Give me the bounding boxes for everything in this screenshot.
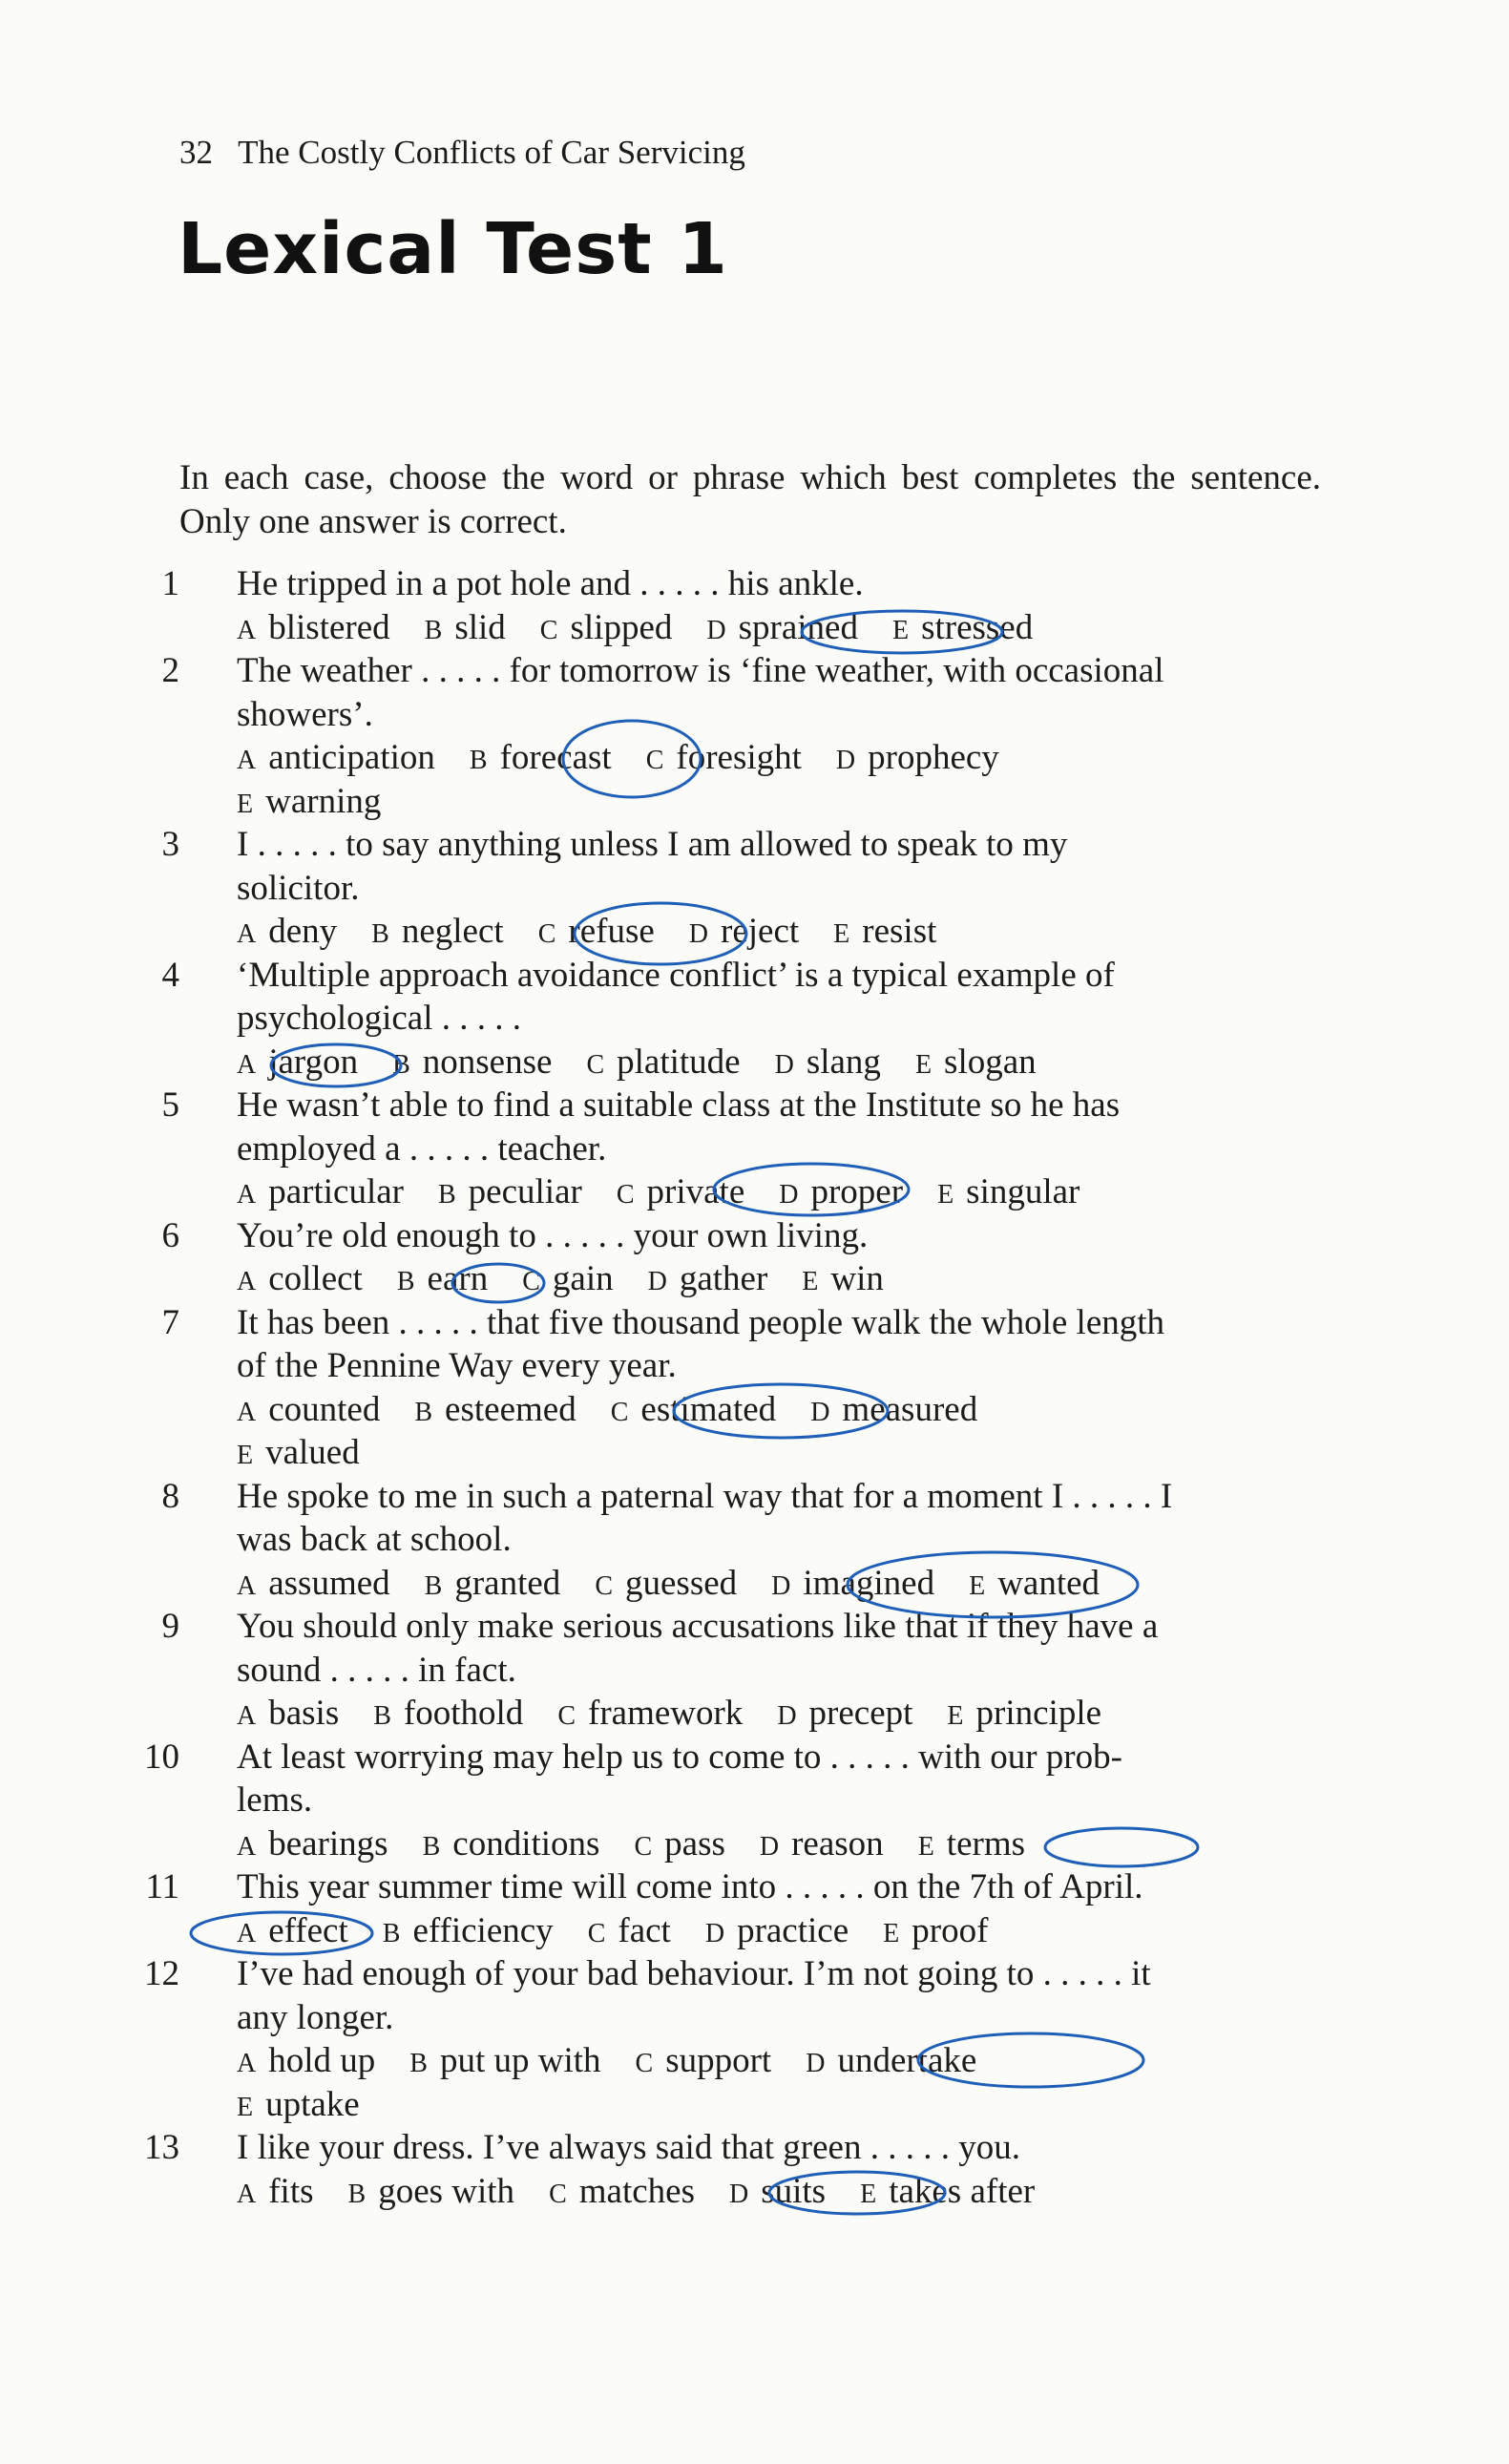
answer-option[interactable] bbox=[549, 2172, 695, 2211]
answer-option[interactable] bbox=[392, 1042, 552, 1082]
option-letter: E bbox=[937, 1180, 955, 1210]
option-word: deny bbox=[268, 912, 338, 951]
answer-option[interactable] bbox=[237, 1694, 339, 1733]
option-letter: C bbox=[610, 1397, 630, 1427]
option-letter: B bbox=[392, 1049, 411, 1080]
answer-option[interactable] bbox=[729, 2172, 826, 2211]
option-letter: A bbox=[237, 919, 258, 949]
option-word: win bbox=[830, 1259, 884, 1298]
answer-options bbox=[237, 1823, 1059, 1864]
option-letter: A bbox=[237, 2049, 258, 2078]
option-word: imagined bbox=[803, 1563, 935, 1603]
option-letter: E bbox=[891, 615, 911, 645]
option-letter: C bbox=[557, 1701, 576, 1731]
answer-option[interactable] bbox=[237, 608, 390, 647]
option-word: suits bbox=[761, 2171, 827, 2211]
option-word: hold up bbox=[268, 2041, 376, 2080]
answer-option[interactable] bbox=[777, 1694, 912, 1733]
option-word: prophecy bbox=[868, 738, 999, 777]
option-word: principle bbox=[975, 1694, 1102, 1733]
answer-option[interactable] bbox=[383, 1911, 554, 1950]
answer-options bbox=[237, 607, 1067, 648]
option-letter: E bbox=[947, 1701, 965, 1731]
question-number: 8 bbox=[161, 1476, 179, 1516]
option-letter: E bbox=[237, 789, 255, 819]
option-word: uptake bbox=[265, 2084, 360, 2124]
answer-options bbox=[237, 1910, 1022, 1951]
answer-option[interactable] bbox=[237, 782, 381, 821]
option-word: effect bbox=[268, 1910, 348, 1950]
answer-option[interactable] bbox=[237, 1259, 363, 1298]
option-letter: D bbox=[728, 2179, 750, 2209]
question-text: solicitor. bbox=[237, 868, 360, 908]
option-letter: D bbox=[774, 1049, 795, 1080]
option-word: matches bbox=[578, 2171, 695, 2211]
option-word: measured bbox=[842, 1389, 978, 1429]
option-word: fits bbox=[268, 2171, 314, 2211]
option-word: terms bbox=[946, 1823, 1025, 1864]
option-word: slipped bbox=[570, 607, 673, 647]
option-letter: A bbox=[237, 1701, 258, 1731]
page-title: Lexical Test 1 bbox=[178, 208, 728, 290]
option-word: undertake bbox=[837, 2041, 977, 2080]
question-number: 3 bbox=[161, 825, 179, 864]
option-word: slang bbox=[806, 1042, 881, 1082]
answer-option[interactable] bbox=[689, 912, 799, 951]
option-word: nonsense bbox=[422, 1042, 553, 1082]
answer-option[interactable] bbox=[779, 1172, 903, 1211]
option-letter: D bbox=[779, 1180, 800, 1210]
question-text: At least worrying may help us to come to . . . . . with our prob- bbox=[237, 1737, 1122, 1777]
option-word: platitude bbox=[617, 1042, 741, 1082]
option-letter: C bbox=[616, 1180, 636, 1210]
option-word: precept bbox=[808, 1694, 913, 1733]
answer-option[interactable] bbox=[371, 912, 504, 951]
answer-option[interactable] bbox=[646, 738, 802, 777]
question-number: 12 bbox=[144, 1954, 179, 1993]
question-number: 6 bbox=[161, 1215, 179, 1255]
option-letter: B bbox=[424, 615, 444, 645]
answer-option[interactable] bbox=[705, 1911, 849, 1950]
option-word: jargon bbox=[268, 1042, 359, 1082]
question-number: 7 bbox=[161, 1302, 179, 1342]
option-letter: E bbox=[802, 1267, 820, 1296]
question-text: ‘Multiple approach avoidance conflict’ is a typical example of bbox=[237, 955, 1115, 995]
option-letter: B bbox=[469, 746, 489, 775]
answer-option[interactable] bbox=[595, 1564, 737, 1603]
option-word: counted bbox=[268, 1389, 381, 1429]
question-text: I’ve had enough of your bad behaviour. I’m not going to . . . . . it bbox=[237, 1954, 1151, 1993]
option-word: refuse bbox=[568, 912, 655, 951]
answer-option[interactable] bbox=[588, 1911, 671, 1950]
option-word: warning bbox=[265, 781, 382, 821]
option-letter: B bbox=[382, 1918, 402, 1948]
option-letter: D bbox=[688, 919, 709, 949]
instructions: In each case, choose the word or phrase which best completes the sentence. Only one answer is correct. bbox=[179, 458, 1321, 541]
answer-options bbox=[237, 2171, 1069, 2212]
answer-option[interactable] bbox=[915, 1042, 1037, 1082]
option-word: earn bbox=[427, 1259, 489, 1298]
option-word: efficiency bbox=[412, 1910, 554, 1950]
option-letter: D bbox=[647, 1267, 668, 1296]
question-text: He tripped in a pot hole and . . . . . his ankle. bbox=[237, 564, 864, 603]
answer-option[interactable] bbox=[414, 1390, 576, 1429]
option-word: stressed bbox=[921, 607, 1034, 647]
question-number: 13 bbox=[144, 2128, 179, 2167]
option-word: conditions bbox=[452, 1823, 600, 1864]
option-word: neglect bbox=[401, 912, 504, 951]
answer-option[interactable] bbox=[634, 1824, 724, 1864]
answer-options bbox=[237, 1171, 1114, 1212]
answer-option[interactable] bbox=[438, 1172, 582, 1211]
answer-option[interactable] bbox=[237, 2172, 314, 2211]
answer-option[interactable] bbox=[918, 1824, 1025, 1864]
option-letter: C bbox=[635, 2049, 655, 2078]
option-word: slogan bbox=[944, 1042, 1037, 1082]
option-letter: B bbox=[371, 919, 390, 949]
answer-option[interactable] bbox=[237, 2085, 360, 2124]
option-letter: D bbox=[759, 1831, 781, 1862]
answer-option[interactable] bbox=[771, 1564, 934, 1603]
option-letter: C bbox=[586, 1049, 606, 1080]
option-letter: B bbox=[422, 1831, 442, 1862]
option-letter: A bbox=[237, 615, 258, 645]
answer-option[interactable] bbox=[760, 1824, 884, 1864]
answer-option[interactable] bbox=[397, 1259, 488, 1298]
answer-option[interactable] bbox=[409, 2041, 600, 2080]
option-letter: C bbox=[595, 1570, 614, 1601]
option-word: fact bbox=[618, 1910, 671, 1950]
answer-options bbox=[237, 737, 1034, 778]
question-text: any longer. bbox=[237, 1997, 394, 2037]
answer-option[interactable] bbox=[470, 738, 612, 777]
option-word: goes with bbox=[378, 2171, 515, 2211]
question-text: He spoke to me in such a paternal way that for a moment I . . . . . I bbox=[237, 1476, 1173, 1516]
option-word: private bbox=[646, 1172, 745, 1211]
option-letter: A bbox=[237, 1831, 258, 1862]
option-letter: E bbox=[237, 2092, 255, 2122]
answer-option[interactable] bbox=[883, 1911, 988, 1950]
answer-option[interactable] bbox=[540, 608, 673, 647]
option-word: proof bbox=[912, 1910, 989, 1950]
answer-option[interactable] bbox=[557, 1694, 743, 1733]
answer-option[interactable] bbox=[522, 1259, 613, 1298]
option-word: gain bbox=[552, 1259, 614, 1298]
question-text: I like your dress. I’ve always said that green . . . . . you. bbox=[237, 2128, 1020, 2167]
option-word: takes after bbox=[889, 2171, 1036, 2211]
option-word: basis bbox=[268, 1694, 340, 1733]
answer-option[interactable] bbox=[237, 1564, 390, 1603]
answer-option[interactable] bbox=[810, 1390, 977, 1429]
option-letter: A bbox=[237, 746, 258, 775]
running-title: The Costly Conflicts of Car Servicing bbox=[238, 134, 745, 171]
answer-option[interactable] bbox=[617, 1172, 744, 1211]
option-letter: C bbox=[537, 919, 557, 949]
question-text: This year summer time will come into . . . . . on the 7th of April. bbox=[237, 1867, 1143, 1906]
option-word: wanted bbox=[997, 1563, 1100, 1603]
question-number: 9 bbox=[161, 1607, 179, 1646]
option-letter: E bbox=[969, 1570, 987, 1601]
option-word: particular bbox=[268, 1172, 404, 1211]
option-letter: A bbox=[237, 1397, 258, 1427]
option-letter: C bbox=[645, 746, 665, 775]
answer-option[interactable] bbox=[892, 608, 1033, 647]
answer-option[interactable] bbox=[836, 738, 999, 777]
answer-option[interactable] bbox=[237, 1042, 358, 1082]
option-letter: E bbox=[237, 1441, 255, 1470]
option-letter: B bbox=[347, 2179, 367, 2209]
answer-options bbox=[237, 1389, 1012, 1430]
question-text: psychological . . . . . bbox=[237, 999, 522, 1038]
question-text: of the Pennine Way every year. bbox=[237, 1346, 677, 1385]
option-word: valued bbox=[265, 1433, 360, 1472]
answer-option[interactable] bbox=[348, 2172, 515, 2211]
question-text: employed a . . . . . teacher. bbox=[237, 1128, 607, 1169]
answer-options bbox=[237, 2084, 394, 2125]
option-word: support bbox=[665, 2041, 772, 2080]
answer-option[interactable] bbox=[937, 1172, 1079, 1211]
answer-option[interactable] bbox=[237, 1172, 404, 1211]
answer-option[interactable] bbox=[237, 1824, 388, 1864]
option-letter: A bbox=[237, 1180, 258, 1210]
answer-options bbox=[237, 1432, 394, 1473]
question-number: 4 bbox=[161, 955, 179, 995]
option-letter: B bbox=[409, 2049, 429, 2078]
option-word: singular bbox=[966, 1172, 1080, 1211]
answer-option[interactable] bbox=[860, 2172, 1035, 2211]
answer-options bbox=[237, 1042, 1071, 1083]
option-word: framework bbox=[588, 1694, 744, 1733]
option-letter: E bbox=[860, 2179, 878, 2209]
option-letter: E bbox=[917, 1831, 935, 1862]
option-letter: A bbox=[237, 1918, 258, 1948]
answer-option[interactable] bbox=[237, 1433, 360, 1472]
option-word: reject bbox=[721, 912, 800, 951]
question-text: I . . . . . to say anything unless I am allowed to speak to my bbox=[237, 825, 1068, 864]
option-letter: C bbox=[539, 615, 559, 645]
question-text: sound . . . . . in fact. bbox=[237, 1650, 516, 1690]
option-letter: D bbox=[810, 1397, 831, 1427]
option-word: foothold bbox=[403, 1694, 524, 1733]
question-text: He wasn’t able to find a suitable class at the Institute so he has bbox=[237, 1085, 1121, 1125]
option-word: forecast bbox=[499, 738, 612, 777]
answer-option[interactable] bbox=[237, 738, 435, 777]
answer-option[interactable] bbox=[636, 2041, 772, 2080]
question-text: You’re old enough to . . . . . your own living. bbox=[237, 1215, 869, 1255]
option-letter: B bbox=[437, 1180, 457, 1210]
question-number: 5 bbox=[161, 1085, 179, 1125]
option-word: assumed bbox=[268, 1563, 390, 1603]
option-letter: C bbox=[587, 1918, 607, 1948]
option-letter: C bbox=[522, 1267, 541, 1296]
answer-option[interactable] bbox=[538, 912, 655, 951]
answer-option[interactable] bbox=[611, 1390, 776, 1429]
option-letter: E bbox=[883, 1918, 901, 1948]
option-letter: B bbox=[373, 1701, 392, 1731]
answer-option[interactable] bbox=[423, 1824, 600, 1864]
option-letter: E bbox=[914, 1049, 933, 1080]
option-letter: A bbox=[237, 1267, 258, 1296]
page-number: 32 bbox=[179, 134, 213, 171]
question-text: You should only make serious accusations like that if they have a bbox=[237, 1607, 1159, 1646]
option-letter: D bbox=[704, 1918, 726, 1948]
answer-option[interactable] bbox=[648, 1259, 768, 1298]
option-word: sprained bbox=[738, 607, 858, 647]
answer-options bbox=[237, 1258, 918, 1299]
answer-option[interactable] bbox=[833, 912, 936, 951]
answer-option[interactable] bbox=[425, 1564, 561, 1603]
option-word: resist bbox=[862, 912, 937, 951]
option-word: granted bbox=[454, 1563, 561, 1603]
option-letter: C bbox=[634, 1831, 654, 1862]
answer-option[interactable] bbox=[373, 1694, 523, 1733]
option-letter: C bbox=[549, 2179, 568, 2209]
option-letter: B bbox=[396, 1267, 416, 1296]
option-word: collect bbox=[268, 1259, 363, 1298]
answer-option[interactable] bbox=[775, 1042, 881, 1082]
answer-option[interactable] bbox=[586, 1042, 740, 1082]
question-number: 2 bbox=[161, 651, 179, 690]
answer-option[interactable] bbox=[802, 1259, 884, 1298]
option-word: practice bbox=[737, 1910, 849, 1950]
option-letter: D bbox=[806, 2049, 827, 2078]
option-word: bearings bbox=[268, 1823, 388, 1864]
question-text: showers’. bbox=[237, 694, 373, 734]
answer-option[interactable] bbox=[425, 608, 506, 647]
option-word: guessed bbox=[625, 1563, 738, 1603]
option-word: esteemed bbox=[445, 1389, 576, 1429]
question-text: was back at school. bbox=[237, 1520, 512, 1559]
answer-option[interactable] bbox=[706, 608, 858, 647]
question-number: 11 bbox=[145, 1867, 179, 1906]
question-number: 1 bbox=[161, 564, 179, 603]
answer-option[interactable] bbox=[947, 1694, 1101, 1733]
option-word: gather bbox=[679, 1259, 768, 1298]
answer-option[interactable] bbox=[969, 1564, 1100, 1603]
answer-option[interactable] bbox=[237, 2041, 375, 2080]
option-word: blistered bbox=[268, 607, 390, 647]
option-word: put up with bbox=[439, 2041, 601, 2080]
option-word: slid bbox=[454, 607, 506, 647]
option-word: estimated bbox=[640, 1389, 777, 1429]
option-letter: D bbox=[777, 1701, 798, 1731]
answer-options bbox=[237, 1563, 1134, 1604]
option-word: reason bbox=[791, 1823, 884, 1864]
option-letter: B bbox=[424, 1570, 444, 1601]
option-letter: A bbox=[237, 2179, 258, 2209]
option-word: foresight bbox=[676, 738, 802, 777]
answer-options bbox=[237, 1693, 1136, 1734]
option-word: anticipation bbox=[268, 738, 435, 777]
answer-option[interactable] bbox=[237, 912, 337, 951]
option-letter: E bbox=[833, 919, 851, 949]
option-word: proper bbox=[810, 1172, 904, 1211]
question-text: It has been . . . . . that five thousand people walk the whole length bbox=[237, 1302, 1165, 1342]
option-letter: D bbox=[771, 1570, 792, 1601]
option-letter: A bbox=[237, 1049, 258, 1080]
option-letter: D bbox=[835, 746, 857, 775]
answer-option[interactable] bbox=[806, 2041, 976, 2080]
question-number: 10 bbox=[144, 1737, 179, 1777]
option-word: peculiar bbox=[468, 1172, 582, 1211]
answer-options bbox=[237, 781, 415, 822]
answer-options bbox=[237, 2040, 1011, 2081]
answer-option[interactable] bbox=[237, 1911, 348, 1950]
answer-options bbox=[237, 911, 971, 952]
question-text: lems. bbox=[237, 1780, 313, 1820]
option-word: pass bbox=[664, 1823, 725, 1864]
question-text: The weather . . . . . for tomorrow is ‘fine weather, with occasional bbox=[237, 651, 1164, 690]
option-letter: A bbox=[237, 1570, 258, 1601]
answer-option[interactable] bbox=[237, 1390, 380, 1429]
option-letter: D bbox=[706, 615, 727, 645]
option-letter: B bbox=[414, 1397, 434, 1427]
